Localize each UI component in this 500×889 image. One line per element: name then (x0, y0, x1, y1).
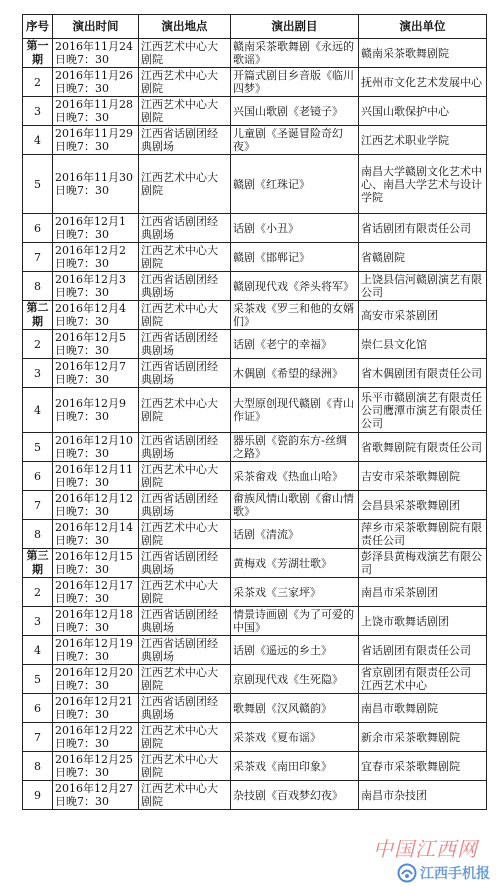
performance-program-cell: 赣剧现代戏《斧头将军》 (231, 272, 359, 301)
performance-unit-cell: 上饶市歌舞话剧团 (359, 607, 487, 636)
performance-time-cell: 2016年12月2日晚7：30 (53, 243, 139, 272)
table-row (23, 272, 487, 301)
table-row (23, 39, 487, 68)
performance-unit-cell: 兴国山歌保护中心 (359, 97, 487, 126)
performance-program-cell: 采茶戏《夏布谣》 (231, 723, 359, 752)
table-row (23, 433, 487, 462)
table-body (23, 39, 487, 810)
row-number-cell: 9 (23, 781, 53, 810)
performance-time-cell: 2016年11月24日晚7：30 (53, 39, 139, 68)
performance-time-cell: 2016年12月3日晚7：30 (53, 272, 139, 301)
performance-unit-cell: 萍乡市采茶歌舞剧院有限责任公司 (359, 520, 487, 549)
table-row (23, 155, 487, 214)
performance-venue-cell: 江西省话剧团经典剧场 (139, 433, 231, 462)
performance-program-cell: 歌舞剧《汉风赣韵》 (231, 694, 359, 723)
performance-venue-cell: 江西省话剧团经典剧场 (139, 126, 231, 155)
row-number-cell: 2 (23, 68, 53, 97)
performance-unit-cell: 南昌市歌舞剧院 (359, 694, 487, 723)
table-row (23, 723, 487, 752)
row-number-cell: 2 (23, 578, 53, 607)
performance-program-cell: 木偶剧《希望的绿洲》 (231, 359, 359, 388)
performance-venue-cell: 江西省话剧团经典剧场 (139, 694, 231, 723)
performance-unit-cell: 省京剧团有限责任公司 江西艺术中心 (359, 665, 487, 694)
row-number-cell: 8 (23, 752, 53, 781)
header-venue: 演出地点 (139, 15, 231, 39)
performance-unit-cell: 省木偶剧团有限责任公司 (359, 359, 487, 388)
performance-program-cell: 采茶戏《罗三和他的女婿们》 (231, 301, 359, 330)
performance-time-cell: 2016年12月27日晚7：30 (53, 781, 139, 810)
performance-unit-cell: 宜春市采茶歌舞剧院 (359, 752, 487, 781)
header-unit: 演出单位 (359, 15, 487, 39)
performance-venue-cell: 江西省话剧团经典剧场 (139, 607, 231, 636)
performance-time-cell: 2016年12月10日晚7：30 (53, 433, 139, 462)
performance-unit-cell: 上饶县信河赣剧演艺有限公司 (359, 272, 487, 301)
performance-program-cell: 杂技剧《百戏梦幻夜》 (231, 781, 359, 810)
performance-program-cell: 话剧《遥远的乡土》 (231, 636, 359, 665)
performance-venue-cell: 江西艺术中心大剧院 (139, 520, 231, 549)
table-row (23, 549, 487, 578)
performance-time-cell: 2016年11月26日晚7：30 (53, 68, 139, 97)
performance-time-cell: 2016年11月30日晚7：30 (53, 155, 139, 214)
performance-unit-cell: 高安市采茶剧团 (359, 301, 487, 330)
performance-unit-cell: 省话剧团有限责任公司 (359, 636, 487, 665)
performance-venue-cell: 江西艺术中心大剧院 (139, 39, 231, 68)
table-row (23, 97, 487, 126)
performance-program-cell: 采茶戏《南田印象》 (231, 752, 359, 781)
performance-time-cell: 2016年11月29日晚7：30 (53, 126, 139, 155)
performance-unit-cell: 南昌市杂技团 (359, 781, 487, 810)
table-row (23, 214, 487, 243)
performance-time-cell: 2016年12月15日晚7：30 (53, 549, 139, 578)
performance-program-cell: 话剧《清流》 (231, 520, 359, 549)
row-number-cell: 第二期 (23, 301, 53, 330)
row-number-cell: 6 (23, 694, 53, 723)
performance-time-cell: 2016年12月21日晚7：30 (53, 694, 139, 723)
row-number-cell: 3 (23, 359, 53, 388)
table-row (23, 388, 487, 433)
performance-unit-cell: 吉安市采茶歌舞剧院 (359, 462, 487, 491)
performance-time-cell: 2016年12月19日晚7：30 (53, 636, 139, 665)
row-number-cell: 4 (23, 126, 53, 155)
performance-time-cell: 2016年12月17日晚7：30 (53, 578, 139, 607)
row-number-cell: 2 (23, 330, 53, 359)
performance-time-cell: 2016年12月18日晚7：30 (53, 607, 139, 636)
table-row (23, 607, 487, 636)
row-number-cell: 4 (23, 388, 53, 433)
row-number-cell: 7 (23, 243, 53, 272)
performance-venue-cell: 江西艺术中心大剧院 (139, 388, 231, 433)
row-number-cell: 6 (23, 214, 53, 243)
table-row (23, 752, 487, 781)
performance-venue-cell: 江西艺术中心大剧院 (139, 752, 231, 781)
performance-program-cell: 大型原创现代赣剧《青山作证》 (231, 388, 359, 433)
performance-time-cell: 2016年12月9日晚7：30 (53, 388, 139, 433)
performance-time-cell: 2016年12月20日晚7：30 (53, 665, 139, 694)
performance-unit-cell: 省赣剧院 (359, 243, 487, 272)
row-number-cell: 4 (23, 636, 53, 665)
performance-unit-cell: 抚州市文化艺术发展中心 (359, 68, 487, 97)
performance-program-cell: 开篇式剧目乡音版《临川四梦》 (231, 68, 359, 97)
table-row (23, 578, 487, 607)
watermark-mobile-brand (397, 863, 490, 883)
table-row (23, 462, 487, 491)
row-number-cell: 第三期 (23, 549, 53, 578)
performance-program-cell: 赣剧《红珠记》 (231, 155, 359, 214)
performance-program-cell: 话剧《老宁的幸福》 (231, 330, 359, 359)
performance-program-cell: 畲族风情山歌剧《畲山情歌》 (231, 491, 359, 520)
performance-time-cell: 2016年12月7日晚7：30 (53, 359, 139, 388)
performance-unit-cell: 乐平市赣剧演艺有限责任公司鹰潭市演艺有限责任公司 (359, 388, 487, 433)
performance-unit-cell: 江西艺术职业学院 (359, 126, 487, 155)
table-row (23, 491, 487, 520)
performance-unit-cell: 南昌市采茶剧团 (359, 578, 487, 607)
performance-venue-cell: 江西艺术中心大剧院 (139, 68, 231, 97)
performance-program-cell: 采茶畲戏《热血山哈》 (231, 462, 359, 491)
header-no: 序号 (23, 15, 53, 39)
row-number-cell: 8 (23, 520, 53, 549)
row-number-cell: 6 (23, 462, 53, 491)
performance-time-cell: 2016年12月25日晚7：30 (53, 752, 139, 781)
table-header-row (23, 15, 487, 39)
row-number-cell: 5 (23, 665, 53, 694)
performance-venue-cell: 江西省话剧团经典剧场 (139, 272, 231, 301)
row-number-cell: 3 (23, 607, 53, 636)
performance-unit-cell: 会昌县采茶歌舞剧团 (359, 491, 487, 520)
table-row (23, 126, 487, 155)
performance-time-cell: 2016年12月14日晚7：30 (53, 520, 139, 549)
brand-logo-icon (397, 863, 417, 883)
table-row (23, 520, 487, 549)
performance-venue-cell: 江西省话剧团经典剧场 (139, 359, 231, 388)
table-row (23, 301, 487, 330)
performance-unit-cell: 新余市采茶歌舞剧院 (359, 723, 487, 752)
row-number-cell: 8 (23, 272, 53, 301)
row-number-cell: 3 (23, 97, 53, 126)
performance-program-cell: 赣南采茶歌舞剧《永远的歌谣》 (231, 39, 359, 68)
performance-unit-cell: 省歌舞剧院有限责任公司 (359, 433, 487, 462)
performance-program-cell: 黄梅戏《芳湖壮歌》 (231, 549, 359, 578)
performance-time-cell: 2016年12月11日晚7：30 (53, 462, 139, 491)
table-row (23, 694, 487, 723)
performance-program-cell: 话剧《小丑》 (231, 214, 359, 243)
performance-venue-cell: 江西艺术中心大剧院 (139, 462, 231, 491)
performance-program-cell: 兴国山歌剧《老镜子》 (231, 97, 359, 126)
row-number-cell: 第一期 (23, 39, 53, 68)
performance-program-cell: 采茶戏《三家坪》 (231, 578, 359, 607)
row-number-cell: 5 (23, 155, 53, 214)
performance-unit-cell: 赣南采茶歌舞剧院 (359, 39, 487, 68)
performance-unit-cell: 彭泽县黄梅戏演艺有限公司 (359, 549, 487, 578)
performance-venue-cell: 江西省话剧团经典剧场 (139, 549, 231, 578)
performance-venue-cell: 江西艺术中心大剧院 (139, 243, 231, 272)
performance-program-cell: 情景诗画剧《为了可爱的中国》 (231, 607, 359, 636)
performance-time-cell: 2016年12月12日晚7：30 (53, 491, 139, 520)
table-row (23, 665, 487, 694)
table-row (23, 330, 487, 359)
performance-venue-cell: 江西艺术中心大剧院 (139, 301, 231, 330)
row-number-cell: 7 (23, 491, 53, 520)
table-row (23, 636, 487, 665)
performance-time-cell: 2016年11月28日晚7：30 (53, 97, 139, 126)
performance-venue-cell: 江西省话剧团经典剧场 (139, 214, 231, 243)
performance-venue-cell: 江西省话剧团经典剧场 (139, 330, 231, 359)
performance-time-cell: 2016年12月22日晚7：30 (53, 723, 139, 752)
header-time: 演出时间 (53, 15, 139, 39)
watermark-site-name: 中国江西网 (373, 837, 478, 861)
watermark-bottom-text: 江西手机报 (420, 866, 490, 882)
row-number-cell: 5 (23, 433, 53, 462)
header-program: 演出剧目 (231, 15, 359, 39)
performance-venue-cell: 江西省话剧团经典剧场 (139, 491, 231, 520)
performance-venue-cell: 江西艺术中心大剧院 (139, 155, 231, 214)
row-number-cell: 7 (23, 723, 53, 752)
performance-unit-cell: 崇仁县文化馆 (359, 330, 487, 359)
performance-program-cell: 儿童剧《圣诞冒险奇幻夜》 (231, 126, 359, 155)
performance-venue-cell: 江西省话剧团经典剧场 (139, 636, 231, 665)
performance-unit-cell: 省话剧团有限责任公司 (359, 214, 487, 243)
performance-program-cell: 赣剧《邯郸记》 (231, 243, 359, 272)
table-row (23, 781, 487, 810)
performance-venue-cell: 江西艺术中心大剧院 (139, 665, 231, 694)
table-row (23, 243, 487, 272)
performance-venue-cell: 江西艺术中心大剧院 (139, 578, 231, 607)
performance-schedule-table (22, 14, 487, 810)
performance-venue-cell: 江西艺术中心大剧院 (139, 781, 231, 810)
performance-time-cell: 2016年12月5日晚7：30 (53, 330, 139, 359)
performance-time-cell: 2016年12月1日晚7：30 (53, 214, 139, 243)
performance-venue-cell: 江西艺术中心大剧院 (139, 97, 231, 126)
table-row (23, 68, 487, 97)
watermark (342, 833, 492, 883)
performance-time-cell: 2016年12月4日晚7：30 (53, 301, 139, 330)
performance-program-cell: 京剧现代戏《生死隐》 (231, 665, 359, 694)
performance-program-cell: 器乐剧《瓷韵东方-丝绸之路》 (231, 433, 359, 462)
table-row (23, 359, 487, 388)
performance-unit-cell: 南昌大学赣剧文化艺术中心、南昌大学艺术与设计学院 (359, 155, 487, 214)
performance-venue-cell: 江西艺术中心大剧院 (139, 723, 231, 752)
